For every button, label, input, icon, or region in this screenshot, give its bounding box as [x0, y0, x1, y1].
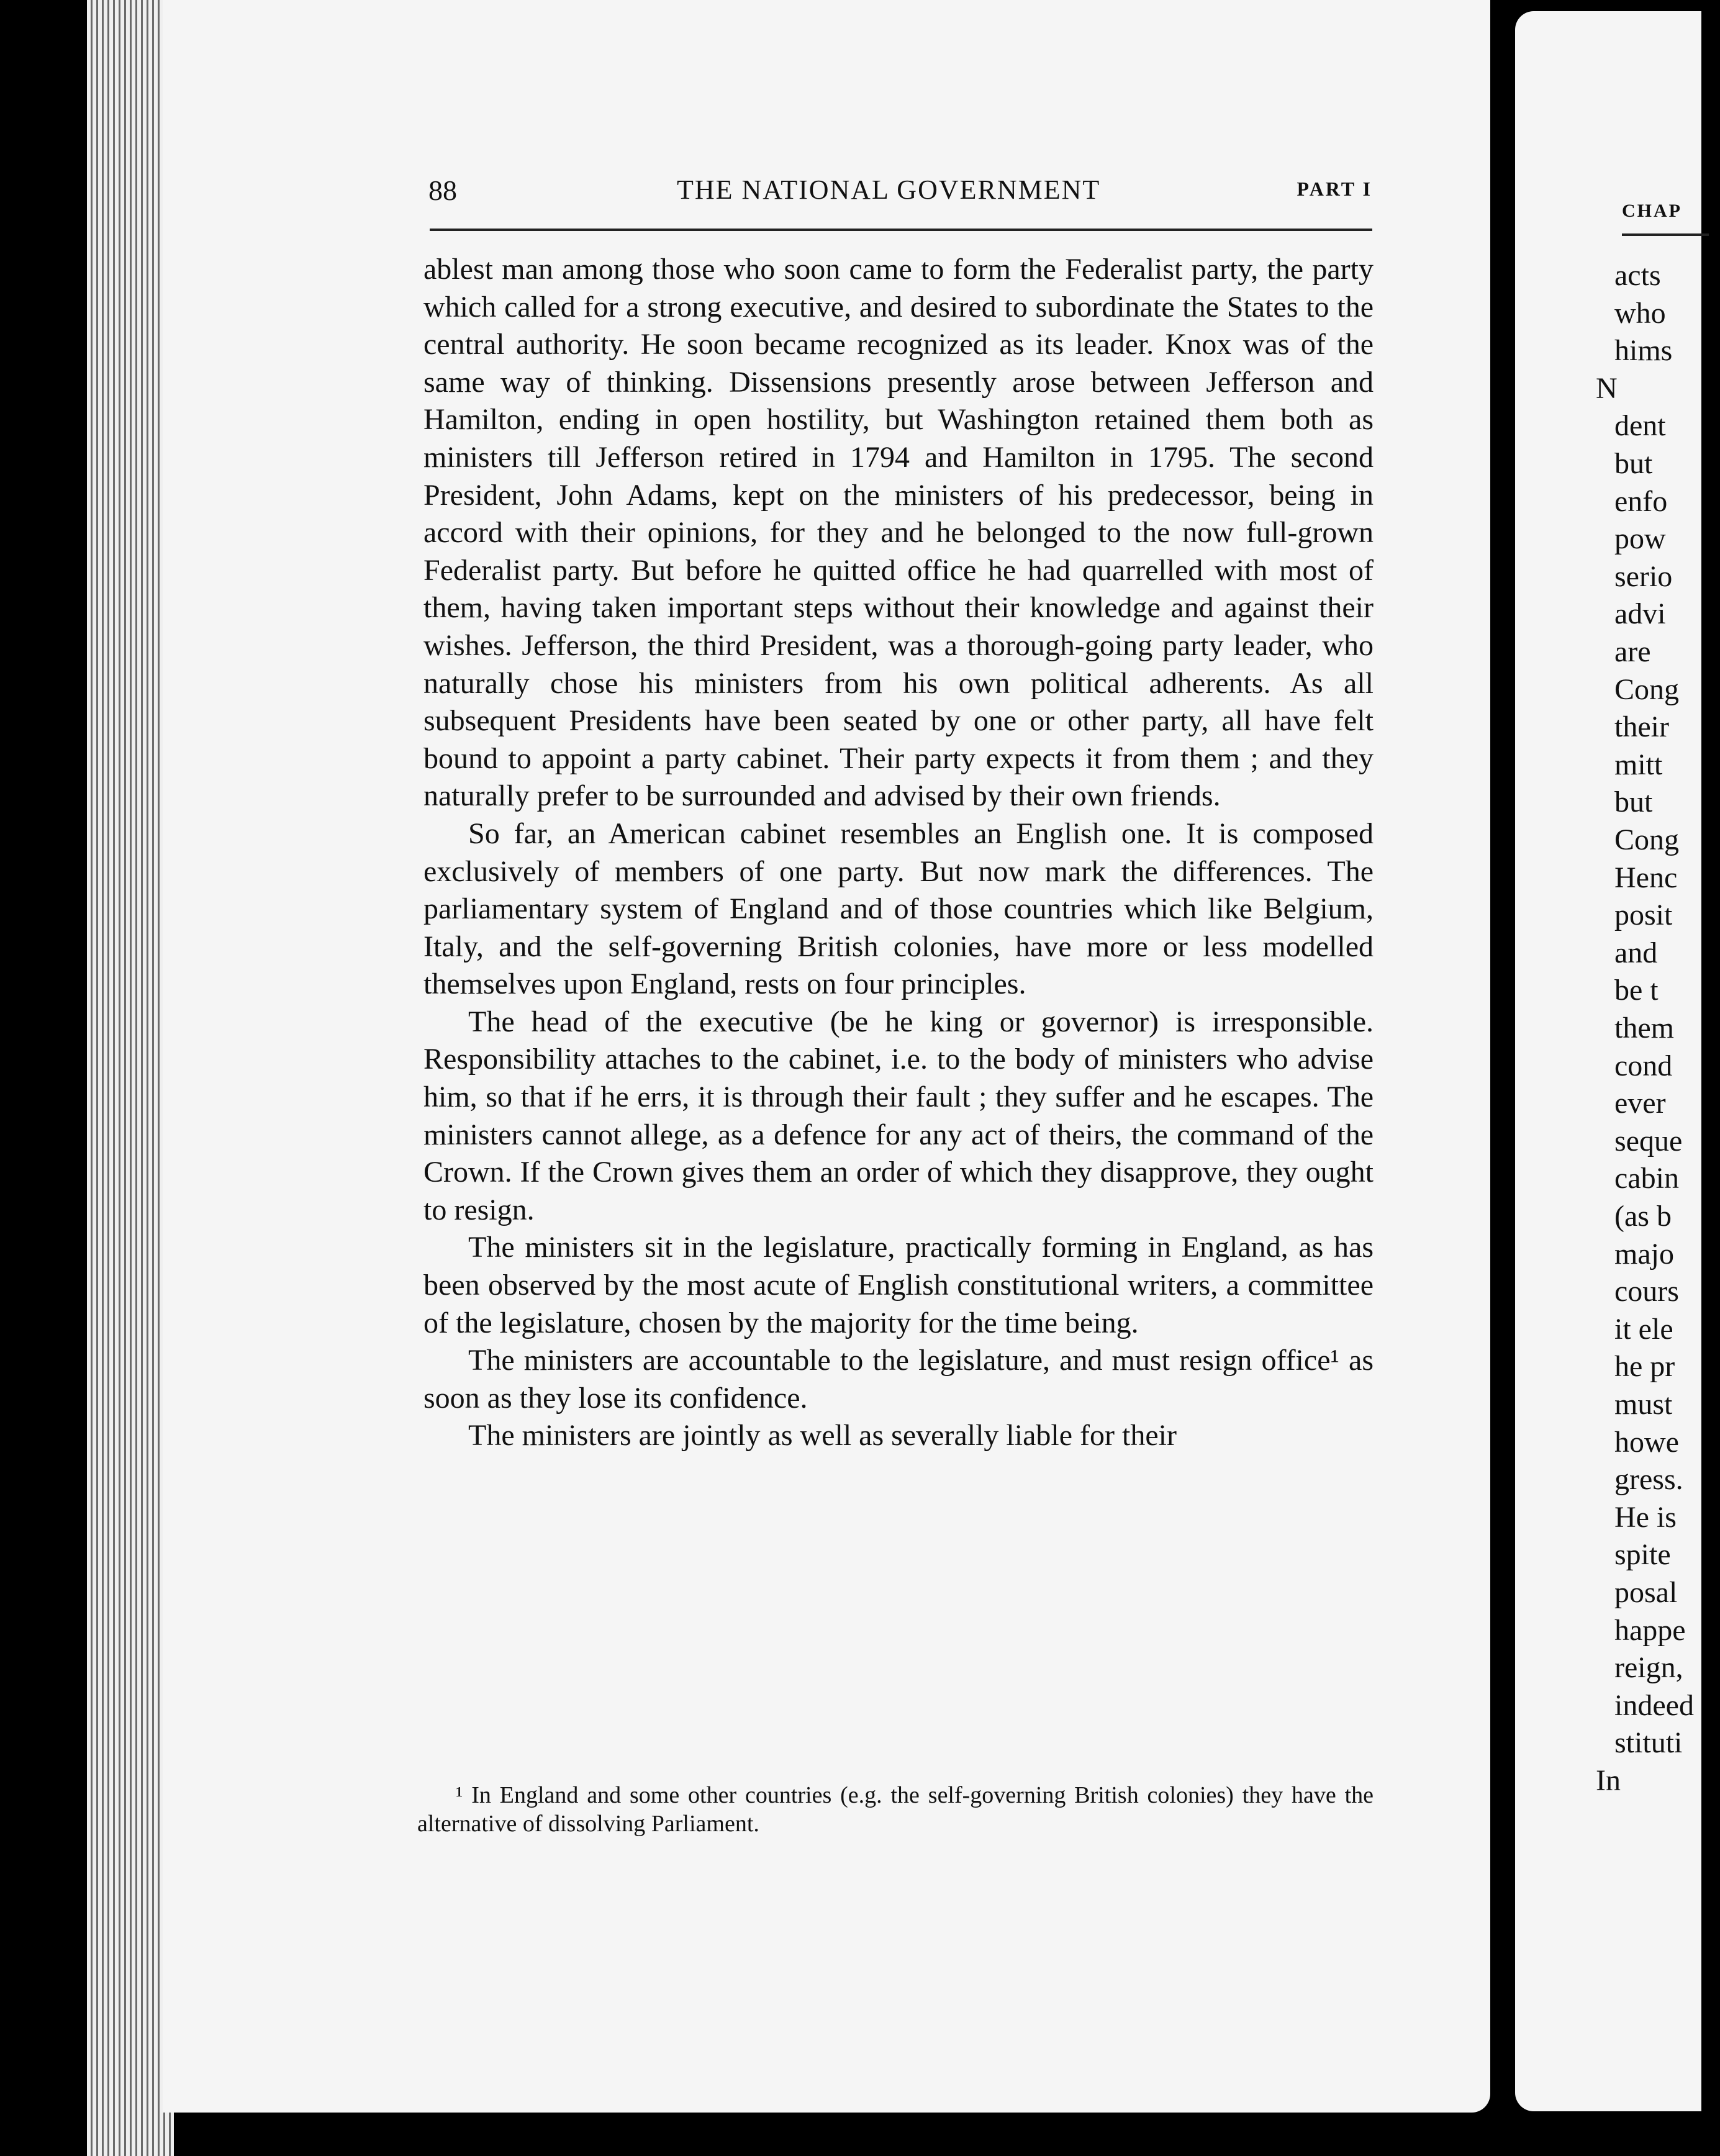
- facing-page-line: their: [1614, 710, 1669, 744]
- facing-page-line: cond: [1614, 1049, 1673, 1082]
- facing-page-line: who: [1614, 296, 1666, 330]
- part-label: PART I: [1297, 178, 1372, 200]
- facing-page: [1515, 11, 1701, 2111]
- facing-page-line: ever: [1614, 1087, 1666, 1120]
- facing-page-line: advi: [1614, 597, 1666, 631]
- footnote-text: ¹ In England and some other countries (e.g. the self-governing British colonies) they have the alternative of dissolving Parliament.: [417, 1782, 1374, 1837]
- facing-page-line: them: [1614, 1012, 1674, 1044]
- facing-page-line: Cong: [1614, 673, 1680, 706]
- page-number: 88: [428, 174, 457, 206]
- running-title: THE NATIONAL GOVERNMENT: [677, 174, 1101, 205]
- facing-page-line: but: [1614, 786, 1653, 819]
- footnote: [417, 1781, 1374, 1838]
- running-header: [428, 174, 1372, 211]
- paragraph: ablest man among those who soon came to form the Federalist party, the party which called for a strong executive, and desired to subordinate the States to the central authority. He soon became recognized as its leader. Knox was of the same way of thinking. Dissensions presently arose between Jefferson and Hamilton, ending in open hostility, but Washington retained them both as ministers till Jefferson retired in 1794 and Hamilton in 1795. The second President, John Adams, kept on the ministers of his predecessor, being in accord with their opinions, for they and he belonged to the now full-grown Federalist party. But before he quitted office he had quarrelled with most of them, having taken important steps without their knowledge and against their wishes. Jefferson, the third President, was a thorough-going party leader, who naturally chose his ministers from his own political adherents. As all subsequent Presidents have been seated by one or other party, all have felt bound to appoint a party cabinet. Their party expects it from them ; and they naturally prefer to be surrounded and advised by their own friends.: [423, 253, 1374, 813]
- facing-page-line: In: [1596, 1764, 1621, 1797]
- facing-page-line: posit: [1614, 899, 1673, 932]
- facing-page-line: he pr: [1614, 1350, 1675, 1384]
- facing-page-line: gress.: [1614, 1463, 1683, 1497]
- facing-page-line: be t: [1614, 974, 1659, 1007]
- facing-page-line: enfo: [1614, 484, 1668, 518]
- facing-page-line: stituti: [1614, 1726, 1683, 1760]
- paragraph: So far, an American cabinet resembles an English one. It is composed exclusively of members of one party. But now mark the differences. The parliamentary system of England and of those countries which like Belgium, Italy, and the self-governing British colonies, have more or less modelled themselves upon England, rests on four principles.: [423, 817, 1374, 1001]
- facing-page-line: it ele: [1614, 1312, 1673, 1346]
- facing-page-line: mitt: [1614, 748, 1663, 781]
- facing-page-line: but: [1614, 447, 1653, 480]
- header-rule: [430, 229, 1372, 231]
- facing-page-line: cabin: [1614, 1162, 1679, 1195]
- facing-page-line: (as b: [1614, 1200, 1672, 1233]
- facing-page-line: hims: [1614, 334, 1673, 368]
- facing-page-line: serio: [1614, 559, 1673, 593]
- paragraph: The head of the executive (be he king or governor) is irresponsible. Responsibility attaches to the cabinet, i.e. to the body of ministers who advise him, so that if he errs, it is through their fault ; they suffer and he escapes. The ministers cannot allege, as a defence for any act of theirs, the command of the Crown. If the Crown gives them an order of which they disapprove, they ought to resign.: [423, 1005, 1374, 1226]
- facing-page-line: spite: [1614, 1538, 1671, 1572]
- facing-page-line: indeed: [1614, 1688, 1694, 1722]
- paragraph: The ministers sit in the legislature, practically forming in England, as has been observed by the most acute of English constitutional writers, a committee of the legislature, chosen by the majority for the time being.: [423, 1231, 1374, 1339]
- facing-page-line: pow: [1614, 522, 1666, 556]
- facing-page-header: CHAP: [1622, 201, 1682, 221]
- facing-page-line: He is: [1614, 1500, 1677, 1534]
- facing-page-line: cours: [1614, 1275, 1679, 1308]
- facing-page-line: seque: [1614, 1124, 1683, 1157]
- facing-page-line: acts: [1614, 259, 1661, 292]
- facing-page-line: are: [1614, 635, 1651, 668]
- facing-page-line: howe: [1614, 1425, 1679, 1459]
- facing-page-line: majo: [1614, 1237, 1674, 1270]
- facing-page-line: posal: [1614, 1576, 1678, 1609]
- body-text: [423, 251, 1374, 1455]
- page-edges: [87, 0, 174, 2156]
- facing-page-line: dent: [1614, 409, 1666, 443]
- facing-page-line: reign,: [1614, 1651, 1683, 1685]
- paragraph: The ministers are accountable to the legislature, and must resign office¹ as soon as they lose its confidence.: [423, 1344, 1374, 1415]
- paragraph: The ministers are jointly as well as severally liable for their: [468, 1419, 1177, 1452]
- facing-page-line: Cong: [1614, 823, 1680, 856]
- facing-page-line: must: [1614, 1388, 1673, 1421]
- facing-page-rule: [1622, 233, 1709, 236]
- facing-page-line: and: [1614, 936, 1658, 969]
- facing-page-line: N: [1596, 371, 1618, 405]
- facing-page-line: happe: [1614, 1613, 1686, 1647]
- facing-page-line: Henc: [1614, 861, 1678, 894]
